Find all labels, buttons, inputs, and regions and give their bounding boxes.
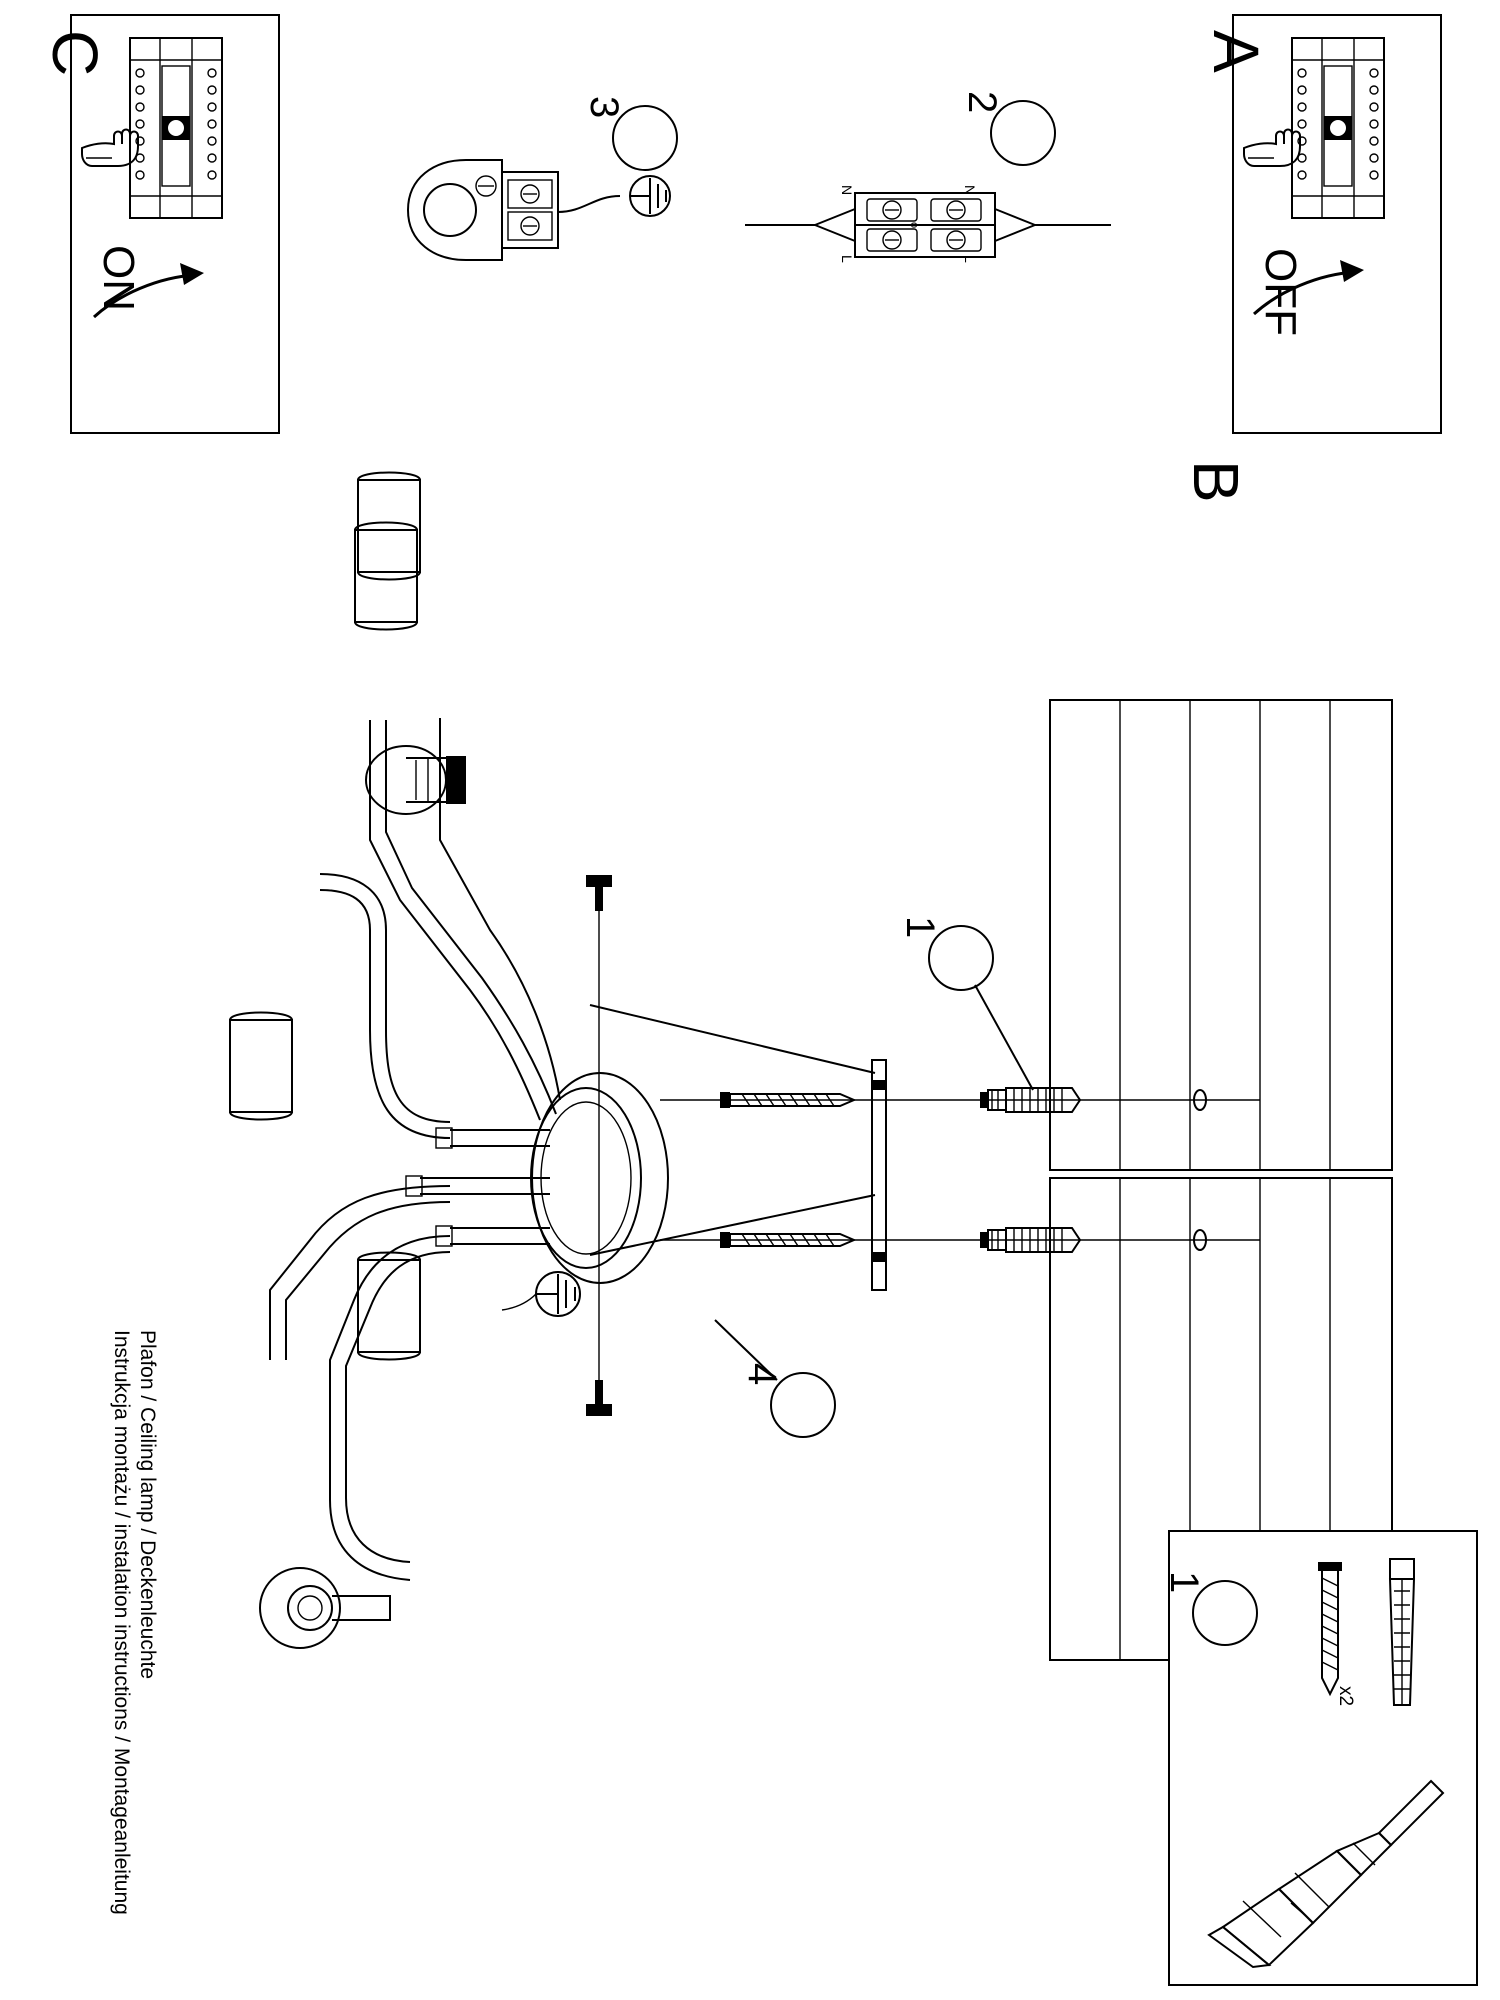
step-2-graphic (745, 175, 1115, 275)
end-fitting (260, 1568, 390, 1648)
footer-line-1: Instrukcja montażu / instalation instructions / Montageanleitung (110, 1330, 133, 1915)
parts-quantity-label: x2 (1335, 1686, 1356, 1707)
ceiling-lamp-exploded-view (250, 600, 950, 1770)
step-2-label-n-left: N (839, 185, 855, 196)
panel-a-state-label: OFF (1256, 248, 1305, 336)
lamp-shade-3 (230, 1013, 292, 1120)
panel-a-letter: A (1200, 30, 1272, 74)
parts-panel-number: 1 (1161, 1570, 1206, 1593)
step-3-graphic (398, 150, 718, 280)
earth-ground-icon (630, 176, 670, 216)
step-2-label-n-right: N (962, 185, 978, 196)
panel-c-letter: C (39, 30, 111, 78)
earth-ground-icon (502, 1272, 580, 1316)
panel-c-breaker-group (78, 30, 278, 270)
footer-line-2: Plafon / Ceiling lamp / Deckenleuchte (136, 1330, 159, 1680)
panel-c-state-label: ON (94, 245, 143, 311)
panel-a-arrow-icon (1248, 252, 1378, 322)
step-1-number: 1 (897, 915, 942, 938)
step-2-label-l-right: L (962, 255, 978, 263)
parts-panel-callout (1161, 1570, 1258, 1646)
ceiling-surface (1050, 700, 1450, 1660)
step-2-label-l-left: L (839, 255, 855, 263)
panel-b-letter: B (1180, 460, 1252, 504)
step-3-number: 3 (581, 95, 626, 118)
wall-plug-icon (1380, 1555, 1424, 1715)
lamp-shade-4 (358, 1253, 420, 1360)
power-drill-icon (1195, 1775, 1455, 1975)
step-4-number: 4 (739, 1362, 784, 1385)
step-2-callout (959, 90, 1056, 166)
panel-a-breaker-group (1240, 30, 1440, 270)
lamp-holder (366, 746, 466, 814)
panel-c-arrow-icon (88, 255, 218, 325)
step-2-number: 2 (959, 90, 1004, 113)
step-2-center-label: o (908, 222, 920, 229)
